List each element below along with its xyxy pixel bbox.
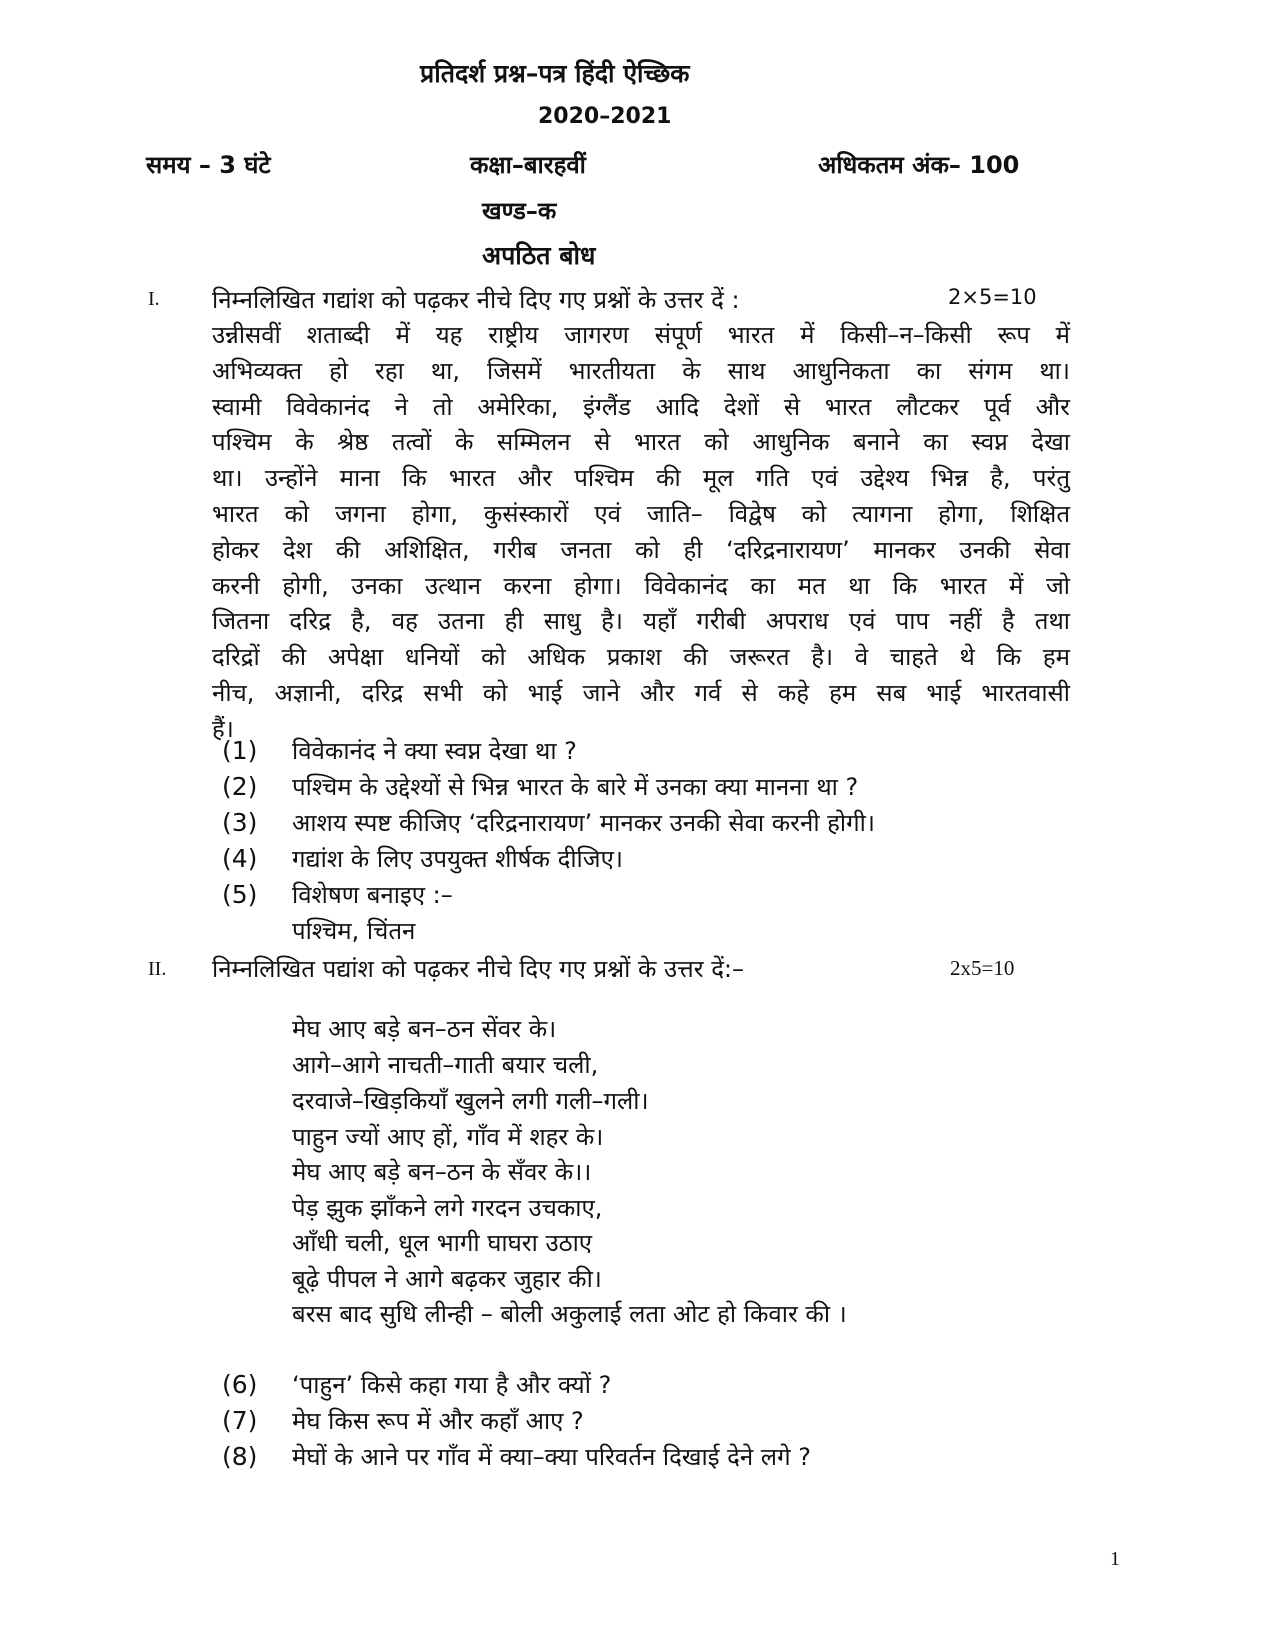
- q5-words: पश्चिम, चिंतन: [292, 917, 416, 945]
- passage-line: होकर देश की अशिक्षित, गरीब जनता को ही ‘दरिद्रनारायण’ मानकर उनकी सेवा: [212, 535, 1070, 564]
- paper-title: प्रतिदर्श प्रश्न–पत्र हिंदी ऐच्छिक: [420, 59, 690, 88]
- question-number: (7): [222, 1406, 258, 1435]
- question-number: (8): [222, 1442, 258, 1471]
- question-text: ‘पाहुन’ किसे कहा गया है और क्यों ?: [292, 1371, 612, 1399]
- question-number: (2): [222, 772, 258, 801]
- poem-line: मेघ आए बड़े बन–ठन सेंवर के।: [292, 1015, 557, 1043]
- passage-line: भारत को जगना होगा, कुसंस्कारों एवं जाति– विद्वेष को त्यागना होगा, शिक्षित: [212, 499, 1070, 528]
- passage-line: हैं।: [212, 714, 234, 743]
- passage-line: जितना दरिद्र है, वह उतना ही साधु है। यहाँ गरीबी अपराध एवं पाप नहीं है तथा: [212, 607, 1070, 636]
- question-number: (1): [222, 736, 258, 765]
- time-allowed: समय – 3 घंटे: [146, 151, 271, 179]
- poem-line: बूढ़े पीपल ने आगे बढ़कर जुहार की।: [292, 1265, 602, 1293]
- part-2-instruction: निम्नलिखित पद्यांश को पढ़कर नीचे दिए गए प्रश्नों के उत्तर दें:–: [212, 955, 745, 983]
- part-1-numeral: I.: [148, 288, 160, 310]
- passage-line: पश्चिम के श्रेष्ठ तत्वों के सम्मिलन से भारत को आधुनिक बनाने का स्वप्न देखा: [212, 428, 1070, 457]
- question-text: आशय स्पष्ट कीजिए ‘दरिद्रनारायण’ मानकर उनकी सेवा करनी होगी।: [292, 809, 875, 837]
- poem-line: बरस बाद सुधि लीन्ही – बोली अकुलाई लता ओट हो किवार की ।: [292, 1300, 847, 1328]
- section-title: अपठित बोध: [482, 241, 596, 270]
- question-text: मेघ किस रूप में और कहाँ आए ?: [292, 1407, 584, 1435]
- page-number: 1: [1110, 1548, 1120, 1570]
- part-2-marks: 2x5=10: [950, 956, 1015, 980]
- class-label: कक्षा–बारहवीं: [470, 151, 586, 179]
- part-2-numeral: II.: [148, 958, 167, 980]
- passage-line: उन्नीसवीं शताब्दी में यह राष्ट्रीय जागरण संपूर्ण भारत में किसी–न–किसी रूप में: [212, 321, 1070, 349]
- part-1-instruction: निम्नलिखित गद्यांश को पढ़कर नीचे दिए गए प्रश्नों के उत्तर दें :: [212, 286, 740, 314]
- passage-line: दरिद्रों की अपेक्षा धनियों को अधिक प्रकाश की जरूरत है। वे चाहते थे कि हम: [212, 643, 1070, 672]
- question-number: (4): [222, 844, 258, 873]
- passage-line: करनी होगी, उनका उत्थान करना होगा। विवेकानंद का मत था कि भारत में जो: [212, 571, 1070, 600]
- question-text: विवेकानंद ने क्या स्वप्न देखा था ?: [292, 737, 577, 765]
- max-marks: अधिकतम अंक– 100: [818, 151, 1020, 179]
- poem-line: पेड़ झुक झाँकने लगे गरदन उचकाए,: [292, 1194, 603, 1222]
- poem-line: पाहुन ज्यों आए हों, गाँव में शहर के।: [292, 1123, 604, 1151]
- question-text: पश्चिम के उद्देश्यों से भिन्न भारत के बारे में उनका क्या मानना था ?: [292, 773, 859, 801]
- question-number: (3): [222, 808, 258, 837]
- unseen-passage: [212, 318, 1070, 748]
- section-label: खण्ड–क: [482, 197, 557, 225]
- poem-line: दरवाजे–खिड़कियाँ खुलने लगी गली–गली।: [292, 1087, 649, 1115]
- poem-line: मेघ आए बड़े बन–ठन के सँवर के।।: [292, 1158, 592, 1186]
- academic-year: 2020–2021: [538, 104, 672, 129]
- question-text: मेघों के आने पर गाँव में क्या–क्या परिवर्तन दिखाई देने लगे ?: [292, 1443, 811, 1471]
- passage-line: था। उन्होंने माना कि भारत और पश्चिम की मूल गति एवं उद्देश्य भिन्न है, परंतु: [212, 464, 1070, 493]
- poem-line: आँधी चली, धूल भागी घाघरा उठाए: [292, 1229, 593, 1257]
- question-number: (5): [222, 880, 258, 909]
- question-text: गद्यांश के लिए उपयुक्त शीर्षक दीजिए।: [292, 845, 623, 873]
- passage-line: नीच, अज्ञानी, दरिद्र सभी को भाई जाने और गर्व से कहे हम सब भाई भारतवासी: [212, 678, 1070, 707]
- part-1-marks: 2×5=10: [948, 285, 1037, 309]
- passage-line: अभिव्यक्त हो रहा था, जिसमें भारतीयता के साथ आधुनिकता का संगम था।: [212, 356, 1070, 385]
- question-number: (6): [222, 1370, 258, 1399]
- passage-line: स्वामी विवेकानंद ने तो अमेरिका, इंग्लैंड आदि देशों से भारत लौटकर पूर्व और: [212, 392, 1070, 421]
- question-text: विशेषण बनाइए :–: [292, 881, 453, 909]
- poem-line: आगे–आगे नाचती–गाती बयार चली,: [292, 1051, 599, 1079]
